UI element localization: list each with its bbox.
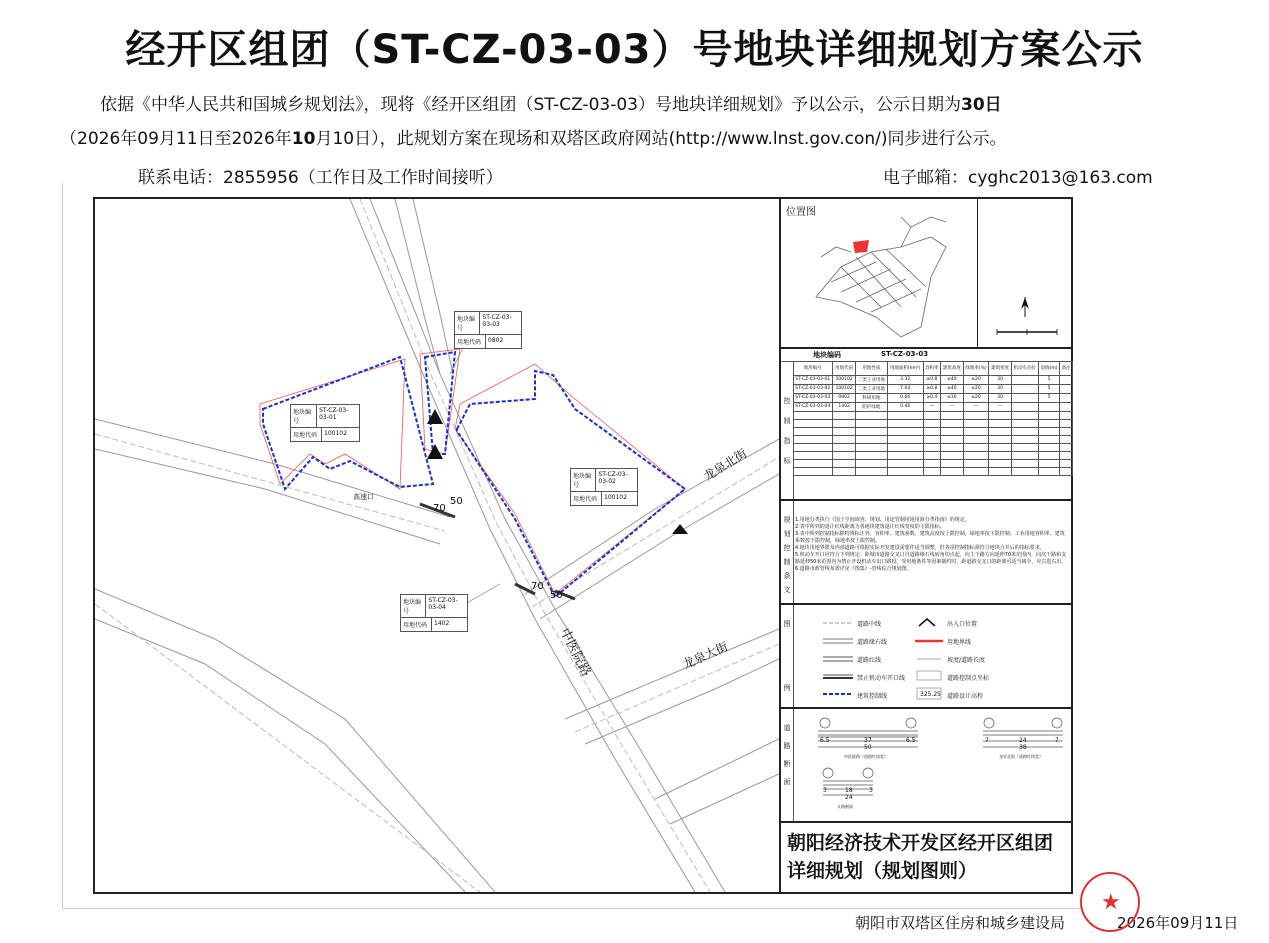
column-header: 机动车泊位	[1011, 361, 1038, 375]
notes-section	[781, 501, 1073, 605]
table-cell: 5	[1038, 393, 1059, 402]
notice-line-2	[60, 124, 1007, 149]
side-char: 控	[783, 397, 791, 405]
distance-label: 70	[433, 503, 446, 514]
legend-section	[781, 605, 1073, 709]
notice-line-1	[100, 90, 1002, 115]
column-header: 建筑高度	[941, 361, 963, 375]
column-header: 用地面积(hm²)	[887, 361, 923, 375]
table-cell: ≤30	[941, 393, 963, 402]
section-name: 龙泉北街（道路红线宽）	[999, 754, 1043, 759]
parcel-code: 1402	[434, 620, 450, 627]
road-section-area	[781, 709, 1073, 823]
indicator-table	[793, 361, 1073, 476]
page-title: 经开区组团（ST-CZ-03-03）号地块详细规划方案公示	[125, 27, 1144, 73]
legend-label: 道路控制点坐标	[947, 675, 990, 682]
table-row	[793, 419, 1073, 427]
table-cell: 100102	[833, 384, 855, 393]
table-cell: 30	[989, 375, 1011, 384]
note-item: 5.机动车开口应符合下列规定：距城市道路交叉口自道路缘石线转角切点起，向主干路方向延伸70米范围内，向次干路和支路延伸50米范围内为禁止开设机动车出口路段。受用地条件等因素制约时，距道路交叉口的距离可适当减少，应右进右出。	[795, 552, 1067, 565]
table-cell	[1011, 384, 1038, 393]
road-label-longquan-avenue: 龙泉大街	[680, 639, 731, 672]
table-cell	[1011, 393, 1038, 402]
section-name: 支路断面	[837, 804, 853, 809]
side-panel	[779, 197, 1073, 894]
legend-label: 出入口位置	[947, 621, 978, 628]
legend-label: 用地界线	[947, 639, 972, 646]
parcel-box-02	[570, 468, 638, 506]
legend-label: 建筑控制线	[857, 693, 888, 700]
notes-side-labels	[781, 501, 794, 603]
table-cell	[1038, 402, 1059, 411]
table-row	[793, 375, 1073, 384]
legend-label: 道路中线	[857, 621, 882, 628]
side-char: 文	[783, 586, 791, 594]
parcel-box-03	[454, 311, 522, 349]
note-item: 3.表中所列控制指标除特殊标注外，容积率、建筑系数、建筑高度按上限控制，绿地率按下限控制；工业用地容积率、建筑系数按下限控制，绿地率按上限控制。	[795, 531, 1065, 544]
side-char: 例	[783, 684, 791, 692]
legend-label: 道路缘石线	[857, 639, 888, 646]
table-cell: 0.66	[887, 393, 923, 402]
parcel-key: 用地代码	[571, 492, 602, 505]
table-cell: 100102	[833, 375, 855, 384]
table-cell: ST-CZ-03-03-04	[793, 402, 833, 411]
notice-days: 30日	[961, 95, 1002, 115]
table-head-left: 地块编码	[813, 351, 841, 359]
legend-level-sample: 325.25	[920, 691, 941, 698]
legend-label: 道路红线	[857, 657, 882, 664]
contact-email: 电子邮箱：cyghc2013@163.com	[883, 168, 1153, 188]
table-cell: ≥0.8	[923, 375, 941, 384]
column-header: 建筑密度	[989, 361, 1011, 375]
table-cell	[1060, 384, 1073, 393]
contact-phone: 联系电话：2855956（工作日及工作时间接听）	[138, 168, 503, 188]
section-dim: 3	[869, 787, 873, 794]
column-header: 容积率	[923, 361, 941, 375]
issue-date: 2026年09月11日	[1117, 914, 1239, 932]
parcel-box-04	[400, 594, 468, 632]
side-char: 指	[783, 437, 791, 445]
table-cell: 3.32	[887, 375, 923, 384]
table-cell: 7.64	[887, 384, 923, 393]
section-name: 中医院路（道路红线宽）	[844, 754, 888, 759]
table-cell: 5	[1038, 375, 1059, 384]
side-char: 道	[783, 724, 791, 732]
table-cell: —	[941, 402, 963, 411]
table-header-row	[793, 361, 1073, 375]
road-label-highway-exit: 高速口	[353, 493, 374, 501]
parcel-id: ST-CZ-03-03-01	[319, 407, 349, 421]
table-cell: 二类工业用地	[855, 384, 887, 393]
table-cell	[1060, 402, 1073, 411]
entrance-arrow-icon	[427, 444, 443, 459]
section-dim: 24	[1019, 737, 1027, 744]
distance-label: 50	[550, 590, 563, 601]
distance-label: 70	[531, 581, 544, 592]
column-header: 退线(m)	[1038, 361, 1059, 375]
column-header: 绿地率(%)	[963, 361, 989, 375]
column-header: 地块编号	[793, 361, 833, 375]
notice-text: 月10日），此规划方案在现场和双塔区政府网站(http://www.lnst.gov.con/)同步进行公示。	[315, 129, 1007, 149]
issuing-org: 朝阳市双塔区住房和城乡建设局	[855, 914, 1066, 932]
parcel-key: 地块编号	[571, 469, 596, 491]
parcel-key: 用地代码	[291, 428, 322, 441]
legend-label: 坡度/道路长度	[947, 657, 986, 664]
side-char: 断	[783, 760, 791, 768]
legend-label: 道路设计高程	[947, 693, 984, 700]
table-cell: 0.46	[887, 402, 923, 411]
side-char: 路	[783, 742, 791, 750]
side-char: 控	[783, 544, 791, 552]
plan-title: 朝阳经济技术开发区经开区组团详细规划（规划图则）	[787, 832, 1054, 882]
parcel-key: 地块编号	[455, 312, 480, 334]
note-item: 1.用地分类执行《国土空间调查、规划、用途管制用地用海分类指南》的规定。	[795, 517, 970, 523]
table-row	[793, 459, 1073, 467]
road-label-zhongyiyuan: 中医院路	[556, 626, 594, 680]
north-arrow-icon	[977, 197, 1073, 347]
table-cell: 二类工业用地	[855, 375, 887, 384]
parcel-box-01	[290, 404, 360, 442]
side-char: 图	[783, 620, 791, 628]
table-cell: 5	[1038, 384, 1059, 393]
table-cell: ST-CZ-03-03-03	[793, 393, 833, 402]
table-row	[793, 467, 1073, 475]
table-cell: ≤20	[963, 375, 989, 384]
table-row	[793, 427, 1073, 435]
table-row	[793, 435, 1073, 443]
site-location-marker	[853, 240, 869, 253]
road-label-longquan-north: 龙泉北街	[701, 446, 750, 484]
table-row	[793, 384, 1073, 393]
table-row	[793, 451, 1073, 459]
table-cell	[1060, 375, 1073, 384]
table-cell: ≥0.8	[923, 384, 941, 393]
table-cell: 科研用地	[855, 393, 887, 402]
table-cell: ST-CZ-03-03-01	[793, 375, 833, 384]
side-char: 划	[783, 530, 791, 538]
table-head-right: ST-CZ-03-03	[881, 350, 929, 358]
section-dim: 7	[985, 737, 989, 744]
location-map-cell	[781, 197, 978, 347]
entrance-arrow-icon	[672, 524, 688, 534]
note-item: 2.表中所列的退让红线距离为各地块建筑退让红线宽度的下限指标。	[795, 524, 945, 530]
parcel-code: 100102	[604, 494, 627, 501]
section-total: 24	[845, 794, 853, 801]
section-dim: 7	[1055, 737, 1059, 744]
parcel-key: 地块编号	[401, 595, 426, 617]
parcel-key: 用地代码	[401, 618, 432, 631]
section-total: 50	[864, 744, 872, 751]
side-char: 面	[783, 778, 791, 786]
notice-month: 10	[291, 129, 316, 149]
table-cell: ≥0.4	[923, 393, 941, 402]
table-cell: 30	[989, 393, 1011, 402]
location-map	[781, 197, 977, 347]
table-row	[793, 443, 1073, 451]
table-cell: —	[963, 402, 989, 411]
distance-label: 50	[450, 496, 463, 507]
parcel-code: 0802	[488, 337, 504, 344]
side-char: 规	[783, 516, 791, 524]
column-header: 备注	[1060, 361, 1073, 375]
table-cell	[1011, 402, 1038, 411]
parcel-id: ST-CZ-03-03-02	[598, 471, 628, 485]
table-row	[793, 402, 1073, 411]
table-cell: ≤40	[941, 384, 963, 393]
table-cell: 防护绿地	[855, 402, 887, 411]
notice-text: （2026年09月11日至2026年	[60, 129, 292, 149]
location-label: 位置图	[786, 207, 816, 218]
notice-text: 依据《中华人民共和国城乡规划法》，现将《经开区组团（ST-CZ-03-03）号地块详细规划》予以公示，公示日期为	[100, 95, 961, 115]
note-item: 4.地块用地界限及内部道路可根据实际开发建设需要作适当调整，但各项控制指标须符合地块合并后的指标要求。	[795, 545, 1045, 551]
table-cell: ≤20	[963, 384, 989, 393]
road-section-diagrams	[793, 709, 1073, 821]
table-cell: 1402	[833, 402, 855, 411]
column-header: 用地代码	[833, 361, 855, 375]
table-cell: ≤40	[941, 375, 963, 384]
legend-label: 禁止机动车开口线	[857, 675, 906, 682]
table-cell: ≤20	[963, 393, 989, 402]
note-item: 6.道路市政管线布置详见《图集》-管线综合规划图。	[795, 566, 912, 572]
side-char: 制	[783, 417, 791, 425]
section-dim: 6.5	[820, 737, 830, 744]
table-cell: 0802	[833, 393, 855, 402]
parcel-key: 地块编号	[291, 405, 317, 427]
location-section	[781, 197, 1073, 349]
section-dim: 6.5	[906, 737, 916, 744]
section-dim: 37	[864, 737, 872, 744]
table-cell: 30	[989, 384, 1011, 393]
parcel-id: ST-CZ-03-03-03	[482, 314, 512, 328]
side-char: 制	[783, 558, 791, 566]
table-cell	[1011, 375, 1038, 384]
official-seal	[1080, 872, 1140, 932]
table-cell	[1060, 393, 1073, 402]
section-total: 38	[1019, 744, 1027, 751]
side-char: 标	[783, 457, 791, 465]
parcel-id: ST-CZ-03-03-04	[428, 597, 458, 611]
indicator-section	[781, 349, 1073, 501]
section-dim: 18	[845, 787, 853, 794]
table-cell: —	[923, 402, 941, 411]
column-header: 用地性质	[855, 361, 887, 375]
table-row	[793, 411, 1073, 419]
site-map	[95, 199, 779, 892]
section-dim: 3	[823, 787, 827, 794]
table-row	[793, 393, 1073, 402]
star-icon: ★	[1101, 890, 1121, 915]
parcel-key: 用地代码	[455, 335, 486, 348]
side-char: 条	[783, 572, 791, 580]
table-cell: —	[989, 402, 1011, 411]
parcel-code: 100102	[324, 430, 347, 437]
notes-body	[795, 517, 1069, 573]
table-cell: ST-CZ-03-03-02	[793, 384, 833, 393]
